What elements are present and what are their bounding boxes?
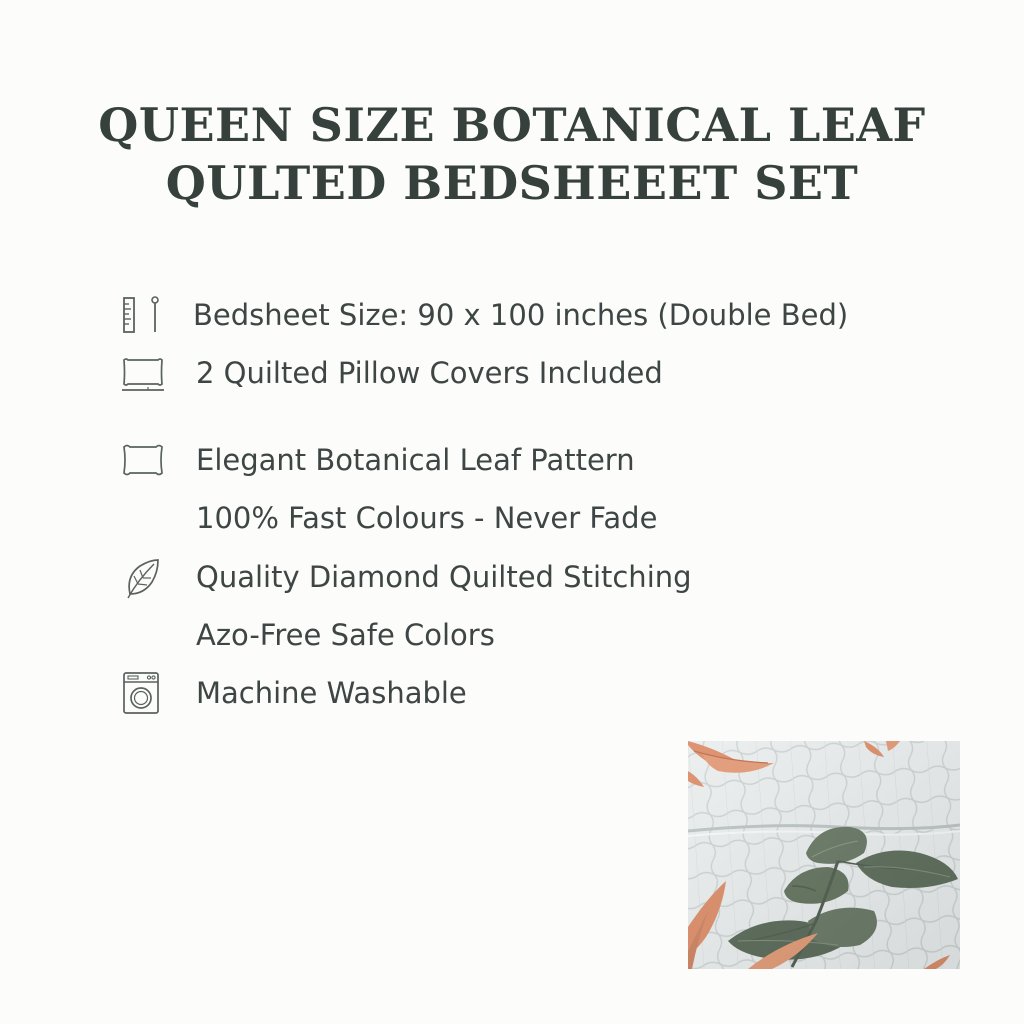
feature-label: Elegant Botanical Leaf Pattern: [196, 443, 635, 477]
product-title-line-1: QUEEN SIZE BOTANICAL LEAF: [98, 98, 926, 152]
feature-label: 2 Quilted Pillow Covers Included: [196, 356, 663, 390]
ruler-icon: [118, 292, 170, 338]
washing-machine-icon: [118, 670, 170, 716]
leaf-icon: [118, 554, 170, 600]
product-title-line-2: QULTED BEDSHEEET SET: [165, 156, 859, 210]
feature-item-azo-free: [0, 612, 1024, 658]
feature-item-bedsheet-size: [0, 292, 1024, 338]
fabric-swatch-image: [688, 741, 960, 969]
feature-item-pillow-covers: [0, 350, 1024, 396]
feature-item-quilted-stitching: [0, 554, 1024, 600]
feature-label: 100% Fast Colours - Never Fade: [196, 501, 658, 535]
feature-item-machine-washable: [0, 670, 1024, 716]
product-title: [0, 96, 1024, 212]
feature-item-fast-colours: [0, 495, 1024, 541]
feature-label: Bedsheet Size: 90 x 100 inches (Double Bed): [193, 298, 849, 332]
feature-label: Azo-Free Safe Colors: [196, 618, 495, 652]
feature-label: Machine Washable: [196, 676, 467, 710]
pillow-outline-icon: [118, 437, 170, 483]
pillow-icon: [118, 350, 170, 396]
feature-item-leaf-pattern: [0, 437, 1024, 483]
feature-label: Quality Diamond Quilted Stitching: [196, 560, 692, 594]
